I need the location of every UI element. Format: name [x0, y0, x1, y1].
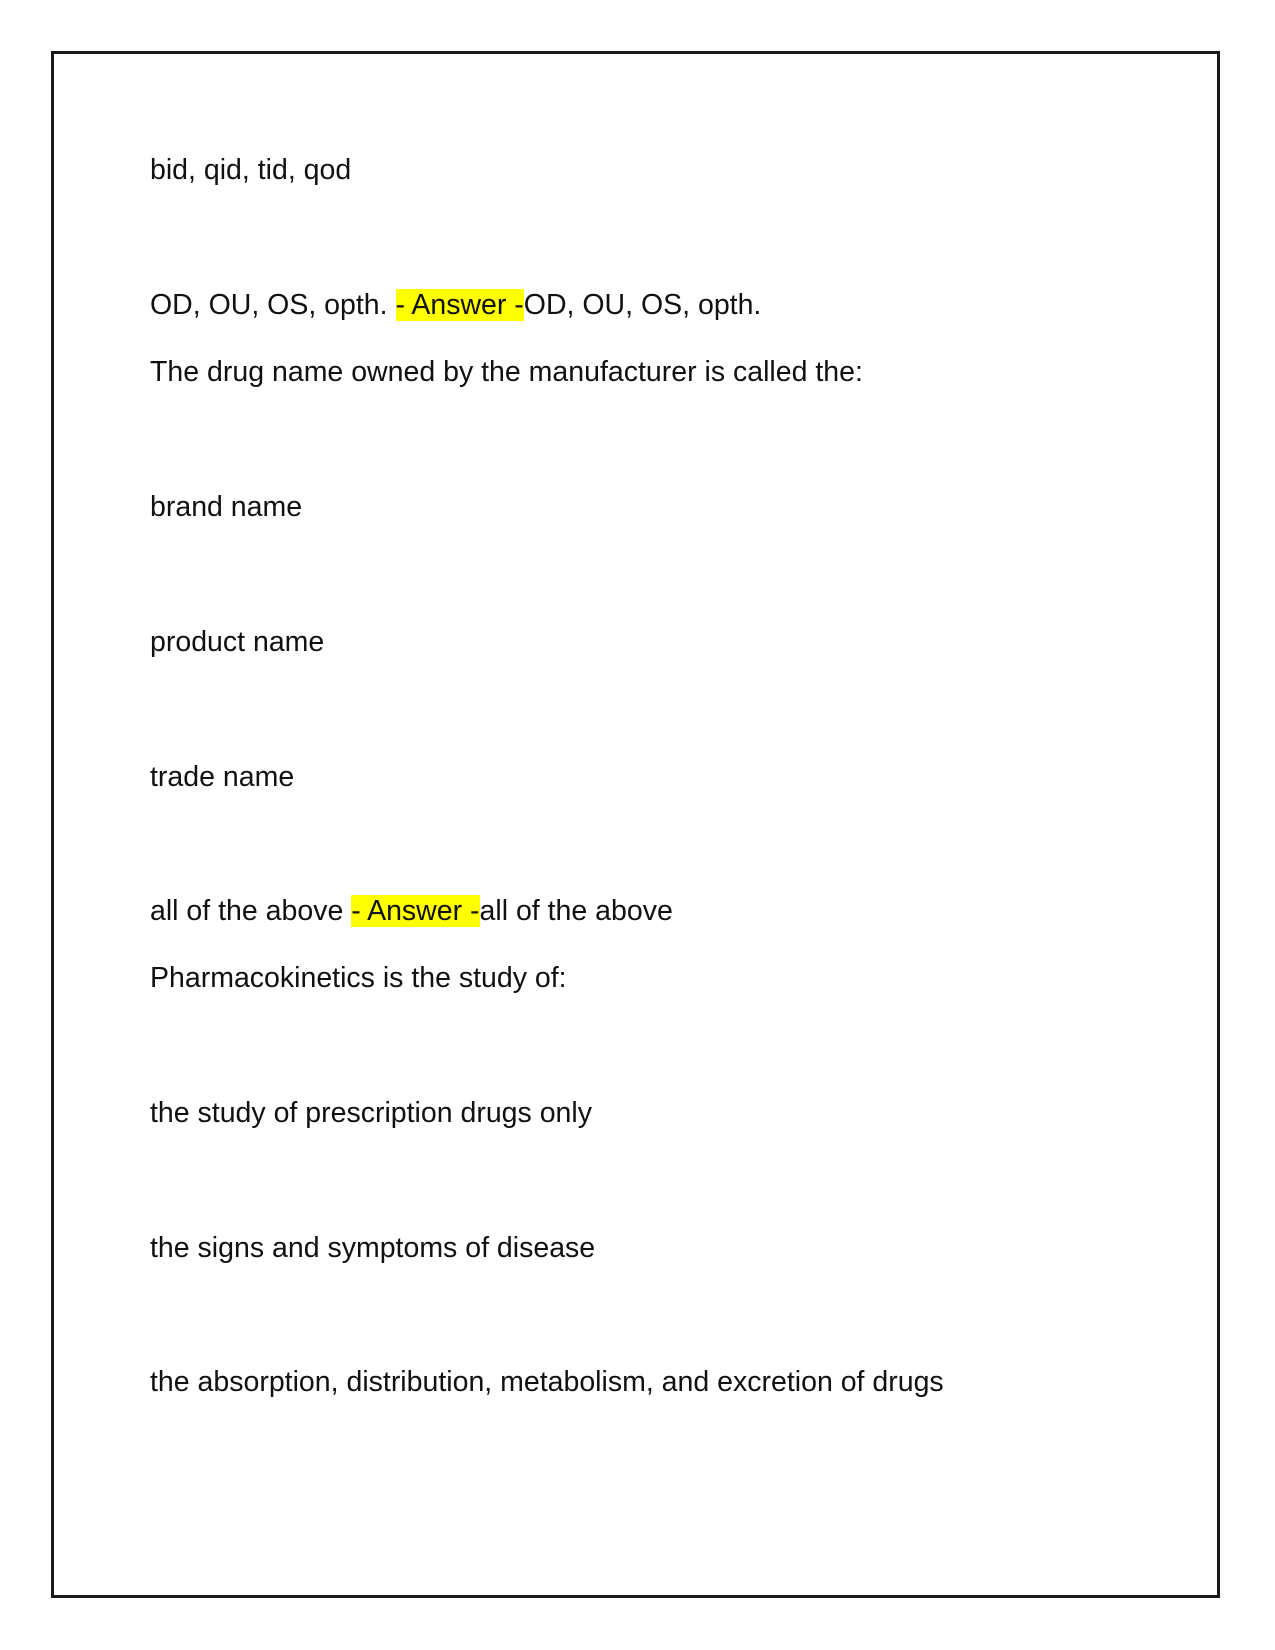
option-text: the absorption, distribution, metabolism, and excretion of drugs	[150, 1366, 944, 1398]
line-text: bid, qid, tid, qod	[150, 154, 352, 186]
option-text: all of the above	[150, 895, 352, 927]
option-text: trade name	[150, 761, 295, 793]
answer-text: OD, OU, OS, opth.	[523, 289, 762, 321]
question-drug-name	[150, 354, 863, 390]
question-text: OD, OU, OS, opth.	[150, 289, 396, 321]
option-text: product name	[150, 626, 325, 658]
option-prescription-drugs	[150, 1095, 592, 1131]
answer-line-abbreviations	[150, 287, 761, 323]
option-product-name	[150, 624, 324, 660]
option-text: the signs and symptoms of disease	[150, 1232, 596, 1264]
option-trade-name	[150, 759, 294, 795]
question-pharmacokinetics	[150, 960, 567, 996]
answer-text: all of the above	[479, 895, 673, 927]
option-brand-name	[150, 489, 302, 525]
option-adme	[150, 1364, 944, 1400]
answer-marker: - Answer -	[395, 289, 524, 321]
option-text: brand name	[150, 491, 303, 523]
answer-marker: - Answer -	[351, 895, 480, 927]
question-text: The drug name owned by the manufacturer is called the:	[150, 356, 863, 388]
option-text: the study of prescription drugs only	[150, 1097, 592, 1129]
answer-line-drug-name	[150, 893, 673, 929]
answer-continuation-abbreviations	[150, 152, 351, 188]
question-text: Pharmacokinetics is the study of:	[150, 962, 567, 994]
option-signs-symptoms	[150, 1230, 595, 1266]
